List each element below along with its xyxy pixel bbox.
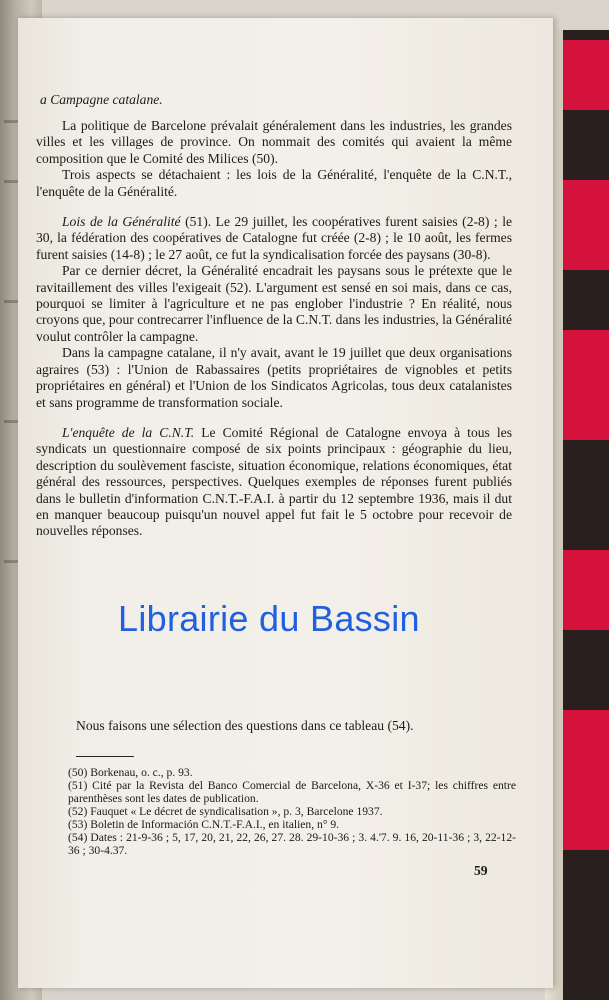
spine-red-band [563,550,609,630]
table-intro: Nous faisons une sélection des questions dans ce tableau (54). [76,718,414,733]
paragraph-1: La politique de Barcelone prévalait généralement dans les industries, les grandes villes et les villages de province. On nommait des comités qui avaient la même composition que le Comité des Milices (50). [36,118,512,166]
body-text [36,118,512,540]
footnote-52: (52) Fauquet « Le décret de syndicalisation », p. 3, Barcelone 1937. [68,805,383,818]
paragraph-5: Dans la campagne catalane, il n'y avait, avant le 19 juillet que deux organisations agraires (53) : l'Union de Rabassaires (petits propriétaires de vignobles et petits propriétaires en général) et l'Union de los Sindicatos Agricolas, tous deux catalanistes et sans programme de transformation sociale. [36,345,512,410]
page-number: 59 [474,863,488,878]
paragraph-6-text: Le Comité Régional de Catalogne envoya à tous les syndicats un questionnaire composé de six points principaux : géographie du lieu, description du soulèvement fasciste, situation économique, relations économiques, état général des ressources, perspectives. Quelques exemples de réponses furent publiés dans le bulletin d'information C.N.T.-F.A.I. à partir du 12 septembre 1936, mais il dut en manquer beaucoup puisqu'un nouvel appel fut fait le 5 octobre pour recevoir de nouvelles réponses. [36,424,512,539]
paragraph-3 [36,214,512,263]
running-head: a Campagne catalane. [40,92,163,107]
footnote-51: (51) Cité par la Revista del Banco Comercial de Barcelona, X-36 et I-37; les chiffres entre parenthèses sont les dates de publication. [68,779,516,805]
footnotes [46,766,516,857]
watermark-text: Librairie du Bassin [118,598,420,639]
book-page [18,18,553,988]
section-lead-enquete: L'enquête de la C.N.T. [62,424,195,440]
paragraph-3-text: (51). Le 29 juillet, les coopératives furent saisies (2-8) ; le 30, la fédération des coopératives de Catalogne fut créée (2-8) ; le 10 août, les fermes furent saisies (14-8) ; le 27 août, ce fut la syndicalisation forcée des paysans (30-8). [36,214,512,262]
footnote-50: (50) Borkenau, o. c., p. 93. [68,766,193,779]
footnote-53: (53) Boletin de Información C.N.T.-F.A.I., en italien, n° 9. [68,818,340,831]
spine-red-band [563,40,609,110]
spine-red-band [563,180,609,270]
footnote-54: (54) Dates : 21-9-36 ; 5, 17, 20, 21, 22, 26, 27. 28. 29-10-36 ; 3. 4.'7. 9. 16, 20-11-36 ; 3, 22-12-36 ; 30-4.37. [68,831,516,857]
book-spine [545,30,609,1000]
paragraph-6 [36,425,512,540]
spine-red-band [563,710,609,850]
section-lead-lois: Lois de la Généralité [62,214,181,230]
spine-red-band [563,330,609,440]
paragraph-2: Trois aspects se détachaient : les lois de la Généralité, l'enquête de la C.N.T., l'enquête de la Généralité. [36,167,512,199]
paragraph-4: Par ce dernier décret, la Généralité encadrait les paysans sous le prétexte que le ravitaillement des villes l'exigeait (52). L'argument est sensé en soi mais, dans ce cas, pourquoi se limiter à l'agriculture et ne pas englober l'industrie ? En réalité, nous croyons que, pour contrecarrer l'influence de la C.N.T. dans les industries, la Généralité voulut contrôler la campagne. [36,263,512,344]
footnote-rule [76,756,134,757]
